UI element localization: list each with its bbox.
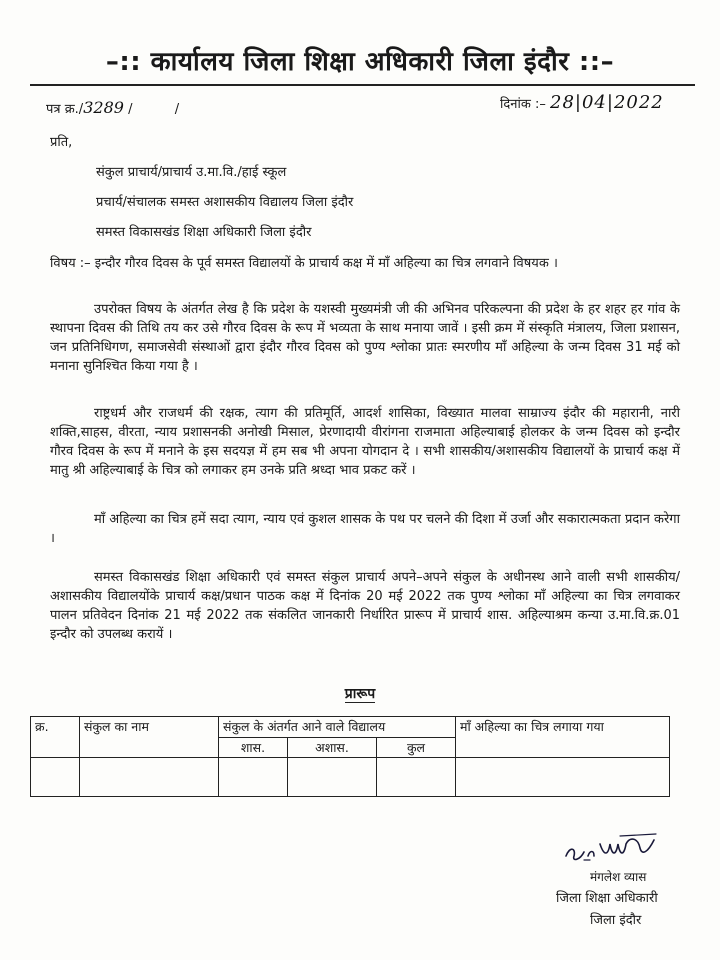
table-cell [377, 758, 456, 797]
body-paragraph [50, 404, 680, 480]
table-cell [219, 758, 288, 797]
table-cell [80, 758, 219, 797]
body-paragraph [50, 510, 680, 548]
signatory-place: जिला इंदौर [590, 913, 642, 928]
table-row [31, 758, 670, 797]
recipient-line: संकुल प्राचार्य/प्राचार्य उ.मा.वि./हाई स्कूल [96, 165, 287, 180]
signatory-designation: जिला शिक्षा अधिकारी [556, 891, 658, 906]
reference-label: पत्र क्र./ [46, 102, 84, 117]
table-header-row [31, 717, 670, 738]
recipient-line: समस्त विकासखंड शिक्षा अधिकारी जिला इंदौर [96, 225, 312, 240]
office-heading: –:: कार्यालय जिला शिक्षा अधिकारी जिला इंदौर ::– [105, 47, 615, 77]
header-picture-installed: माँ अहिल्या का चित्र लगाया गया [456, 717, 670, 758]
paragraph-text: राष्ट्रधर्म और राजधर्म की रक्षक, त्याग की प्रतिमूर्ति, आदर्श शासिका, विख्यात मालवा साम्राज्य इंदौर की महारानी, नारी शक्ति,साहस, वीरता, न्याय प्रशासनकी अनोखी मिसाल, प्रेरणादायी वीरांगना राजमाता अहिल्याबाई होलकर के जन्म दिवस को इन्दौर गौरव दिवस के रूप में मनाने के इस सदयज्ञ में हम सब भी अपना योगदान दे । सभी शासकीय/अशासकीय विद्यालयों के प्राचार्य कक्ष में मातु श्री अहिल्याबाई के चित्र को लगाकर हम उनके प्रति श्रध्दा भाव प्रकट करें । [50, 406, 680, 478]
letter-reference [46, 98, 179, 117]
table-cell [288, 758, 377, 797]
paragraph-text: उपरोक्त विषय के अंतर्गत लेख है कि प्रदेश के यशस्वी मुख्यमंत्री जी की अभिनव परिकल्पना की प्रदेश के हर शहर हर गांव के स्थापना दिवस की तिथि तय कर उसे गौरव दिवस के रूप में भव्यता के साथ मनाया जावें । इसी क्रम में संस्कृति मंत्रालय, जिला प्रशासन, जन प्रतिनिधिगण, समाजसेवी संस्थाओं द्वारा इंदौर गौरव दिवस को पुण्य श्लोका प्रातः स्मरणीय माँ अहिल्या के जन्म दिवस 31 मई को मनाना सुनिश्चित किया गया है । [50, 302, 680, 374]
reference-trailing: / [174, 102, 180, 117]
format-title: प्रारूप [344, 686, 376, 702]
heading-underline [30, 84, 695, 86]
header-serial: क्र. [31, 717, 80, 758]
recipient-line: प्रचार्य/संचालक समस्त अशासकीय विद्यालय जिला इंदौर [96, 195, 354, 210]
table-cell [456, 758, 670, 797]
subheader-private: अशास. [288, 738, 377, 758]
date-value: 28|04|2022 [550, 92, 664, 113]
table-cell [31, 758, 80, 797]
recipient-salutation: प्रति, [50, 135, 73, 150]
body-paragraph [50, 568, 680, 644]
subheader-total: कुल [377, 738, 456, 758]
subheader-govt: शास. [219, 738, 288, 758]
format-table [30, 716, 670, 797]
body-paragraph [50, 300, 680, 376]
reference-separator: / [128, 102, 133, 117]
paragraph-text: माँ अहिल्या का चित्र हमें सदा त्याग, न्याय एवं कुशल शासक के पथ पर चलने की दिशा में उर्जा और सकारात्मकता प्रदान करेगा । [50, 512, 680, 546]
letter-date [500, 92, 664, 113]
paragraph-text: समस्त विकासखंड शिक्षा अधिकारी एवं समस्त संकुल प्राचार्य अपने–अपने संकुल के अधीनस्थ आने वाली सभी शासकीय/अशासकीय विद्यालयोंके प्राचार्य कक्ष/प्रधान पाठक कक्ष में दिनांक 20 मई 2022 तक पुण्य श्लोका माँ अहिल्या का चित्र लगवाकर पालन प्रतिवेदन दिनांक 21 मई 2022 तक संकलित जानकारी निर्धारित प्रारूप में प्राचार्य शास. अहिल्याश्रम कन्या उ.मा.वि.क्र.01 इन्दौर को उपलब्ध करायें । [50, 570, 680, 642]
header-cluster-name: संकुल का नाम [80, 717, 219, 758]
header-schools-under: संकुल के अंतर्गत आने वाले विद्यालय [219, 717, 456, 738]
letter-subject: विषय :– इन्दौर गौरव दिवस के पूर्व समस्त विद्यालयों के प्राचार्य कक्ष में माँ अहिल्या का चित्र लगवाने विषयक । [50, 256, 558, 271]
signatory-name: मंगलेश व्यास [590, 870, 647, 884]
reference-number: 3289 [83, 98, 124, 117]
handwritten-signature [560, 826, 660, 866]
date-label: दिनांक :– [500, 97, 546, 112]
